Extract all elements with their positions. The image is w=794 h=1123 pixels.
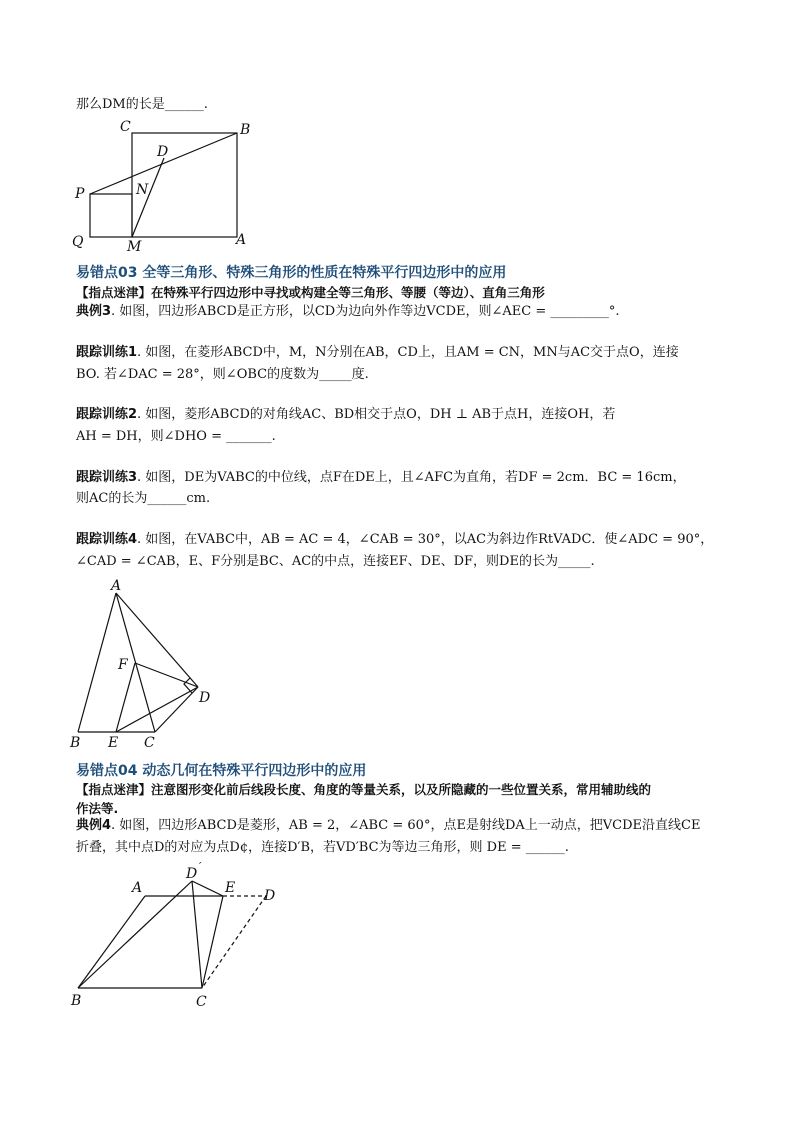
segment-bd-prime [78,881,192,988]
training-1-label: 跟踪训练1 [76,345,138,360]
training-1-text: . 如图，在菱形ABCD中，M，N分别在AB，CD上，且AM = CN，MN与AC交于点O，连接 [137,345,679,360]
example-4-line2: 折叠，其中点D的对应为点D¢，连接D′B，若VD′BC为等边三角形，则 DE = ______. [76,840,569,855]
segment-ab [78,593,116,732]
label-d: D [264,888,276,904]
label-e: E [225,880,236,896]
training-3-label: 跟踪训练3 [76,470,138,485]
example-4-text: . 如图，四边形ABCD是菱形，AB = 2，∠ABC = 60°，点E是射线DA上一动点，把VCDE沿直线CE [111,818,701,833]
label-m: M [127,239,142,255]
label-b: B [240,122,251,138]
label-d: D [157,144,169,160]
training-4-text: . 如图，在VABC中，AB = AC = 4，∠CAB = 30°，以AC为斜边作RtVADC．使∠ADC = 90°， [137,532,714,547]
tip-04-line2: 作法等. [76,801,119,816]
training-1-line1 [76,344,679,362]
training-3-text: . 如图，DE为VABC的中位线，点F在DE上，且∠AFC为直角，若DF = 2cm．BC = 16cm， [137,470,686,485]
training-2-text: . 如图，菱形ABCD的对角线AC、BD相交于点O，DH ⊥ AB于点H，连接OH，若 [137,407,616,422]
training-4-label: 跟踪训练4 [76,532,138,547]
section-title-03: 易错点03 全等三角形、特殊三角形的性质在特殊平行四边形中的应用 [76,265,507,281]
label-c: C [144,735,155,751]
segment-ce [202,896,223,988]
segment-ed [116,687,198,732]
segment-ab [78,896,145,988]
segment-cd [155,687,198,732]
tip-04-line1 [76,780,651,798]
training-2-label: 跟踪训练2 [76,407,138,422]
label-p: P [75,186,85,202]
tip-03 [76,283,545,301]
label-b: B [71,993,82,1009]
segment-fd [135,663,198,687]
tip-label: 【指点迷津】 [76,285,152,300]
training-3-line1 [76,469,686,487]
figure-triangle-abc [68,575,228,755]
segment-ef [116,663,135,732]
tip-text: 在特殊平行四边形中寻找或构建全等三角形、等腰（等边）、直角三角形 [151,285,545,300]
training-2-line2: AH = DH，则∠DHO = _______. [76,429,276,444]
example-4-line1 [76,817,700,835]
segment-cd-dashed [202,896,266,988]
segment-ad [116,593,198,687]
segment-pb [90,133,237,194]
example-3 [76,303,620,321]
training-2-line1 [76,406,615,424]
training-3-line2: 则AC的长为______cm. [76,491,211,506]
training-4-line1 [76,531,713,549]
segment-cd-prime [192,881,202,988]
label-n: N [136,182,149,198]
figure-rhombus-abcd [68,860,298,1020]
label-d-prime: D [186,866,198,882]
square-pqmn [90,194,132,237]
figure-square-pmn [70,118,270,258]
section-title-04: 易错点04 动态几何在特殊平行四边形中的应用 [76,763,367,779]
label-c: C [120,119,131,135]
question-dm-length: 那么DM的长是______. [76,97,208,112]
label-prime-mark: ′ [199,860,202,873]
example-4-label: 典例4 [76,818,112,833]
label-a: A [236,232,247,248]
example-3-text: . 如图，四边形ABCD是正方形，以CD为边向外作等边VCDE，则∠AEC = _________°. [111,304,620,319]
label-f: F [118,657,128,673]
right-angle-mark [184,678,192,693]
label-c: C [196,994,207,1010]
example-3-label: 典例3 [76,304,112,319]
label-q: Q [72,234,84,250]
label-e: E [108,735,119,751]
label-d: D [199,690,211,706]
training-4-line2: ∠CAD = ∠CAB，E、F分别是BC、AC的中点，连接EF、DE、DF，则DE的长为_____. [76,554,595,569]
training-1-line2: BO. 若∠DAC = 28°，则∠OBC的度数为_____度. [76,367,369,382]
tip-text: 注意图形变化前后线段长度、角度的等量关系，以及所隐藏的一些位置关系，常用辅助线的 [151,782,652,797]
tip-label: 【指点迷津】 [76,782,152,797]
segment-d-prime-e [192,881,223,896]
label-b: B [70,735,81,751]
label-a: A [132,880,143,896]
label-a: A [111,578,122,594]
